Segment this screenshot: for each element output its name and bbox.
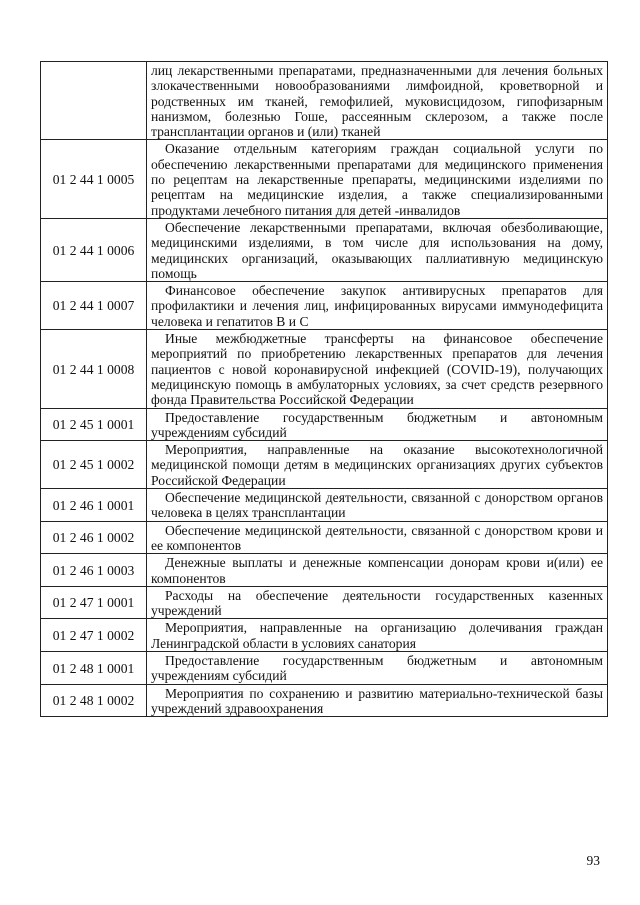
code-cell: 01 2 44 1 0006 — [41, 218, 147, 281]
table-row — [41, 684, 608, 717]
code-cell: 01 2 47 1 0001 — [41, 586, 147, 619]
table-row — [41, 521, 608, 554]
description-cell: Предоставление государственным бюджетным и автономным учреждениям субсидий — [147, 408, 608, 441]
description-cell: Мероприятия, направленные на оказание высокотехнологичной медицинской помощи детям в медицинских организациях других субъектов Российской Федерации — [147, 441, 608, 489]
page-number: 93 — [586, 853, 600, 868]
description-cell: Мероприятия, направленные на организацию долечивания граждан Ленинградской области в условиях санатория — [147, 619, 608, 652]
code-cell: 01 2 44 1 0007 — [41, 282, 147, 330]
table-row — [41, 62, 608, 140]
table-row — [41, 554, 608, 587]
table-row — [41, 586, 608, 619]
table-row — [41, 619, 608, 652]
table-row — [41, 218, 608, 281]
code-cell: 01 2 48 1 0001 — [41, 651, 147, 684]
code-cell: 01 2 46 1 0001 — [41, 489, 147, 522]
code-cell: 01 2 48 1 0002 — [41, 684, 147, 717]
table-row — [41, 140, 608, 218]
description-cell: Мероприятия по сохранению и развитию материально-технической базы учреждений здравоохранения — [147, 684, 608, 717]
code-cell: 01 2 44 1 0005 — [41, 140, 147, 218]
description-cell: Иные межбюджетные трансферты на финансовое обеспечение мероприятий по приобретению лекарственных препаратов для лечения пациентов с новой коронавирусной инфекцией (COVID-19), получающих медицинскую помощь в амбулаторных условиях, за счет средств резервного фонда Правительства Российской Федерации — [147, 330, 608, 408]
code-cell — [41, 62, 147, 140]
description-cell: Обеспечение медицинской деятельности, связанной с донорством крови и ее компонентов — [147, 521, 608, 554]
description-cell: Денежные выплаты и денежные компенсации донорам крови и(или) ее компонентов — [147, 554, 608, 587]
code-cell: 01 2 45 1 0002 — [41, 441, 147, 489]
description-cell: Финансовое обеспечение закупок антивирусных препаратов для профилактики и лечения лиц, инфицированных вирусами иммунодефицита человека и гепатитов В и С — [147, 282, 608, 330]
description-cell: Предоставление государственным бюджетным и автономным учреждениям субсидий — [147, 651, 608, 684]
description-cell: Оказание отдельным категориям граждан социальной услуги по обеспечению лекарственными препаратами для медицинского применения по рецептам на лекарственные препараты, медицинскими изделиями по рецептам на медицинские изделия, а также специализированными продуктами лечебного питания для детей -инвалидов — [147, 140, 608, 218]
description-cell: лиц лекарственными препаратами, предназначенными для лечения больных злокачественными новообразованиями лимфоидной, кроветворной и родственных им тканей, гемофилией, муковисцидозом, гипофизарным нанизмом, болезнью Гоше, рассеянным склерозом, а также после трансплантации органов и (или) тканей — [147, 62, 608, 140]
code-cell: 01 2 47 1 0002 — [41, 619, 147, 652]
table-row — [41, 330, 608, 408]
budget-code-table — [40, 61, 608, 717]
code-cell: 01 2 45 1 0001 — [41, 408, 147, 441]
table-row — [41, 282, 608, 330]
code-cell: 01 2 46 1 0003 — [41, 554, 147, 587]
description-cell: Расходы на обеспечение деятельности государственных казенных учреждений — [147, 586, 608, 619]
code-cell: 01 2 46 1 0002 — [41, 521, 147, 554]
table-row — [41, 408, 608, 441]
code-cell: 01 2 44 1 0008 — [41, 330, 147, 408]
table-row — [41, 441, 608, 489]
table-body — [41, 62, 608, 717]
table-row — [41, 651, 608, 684]
description-cell: Обеспечение медицинской деятельности, связанной с донорством органов человека в целях трансплантации — [147, 489, 608, 522]
description-cell: Обеспечение лекарственными препаратами, включая обезболивающие, медицинскими изделиями, в том числе для использования на дому, медицинских организаций, оказывающих паллиативную медицинскую помощь — [147, 218, 608, 281]
table-row — [41, 489, 608, 522]
